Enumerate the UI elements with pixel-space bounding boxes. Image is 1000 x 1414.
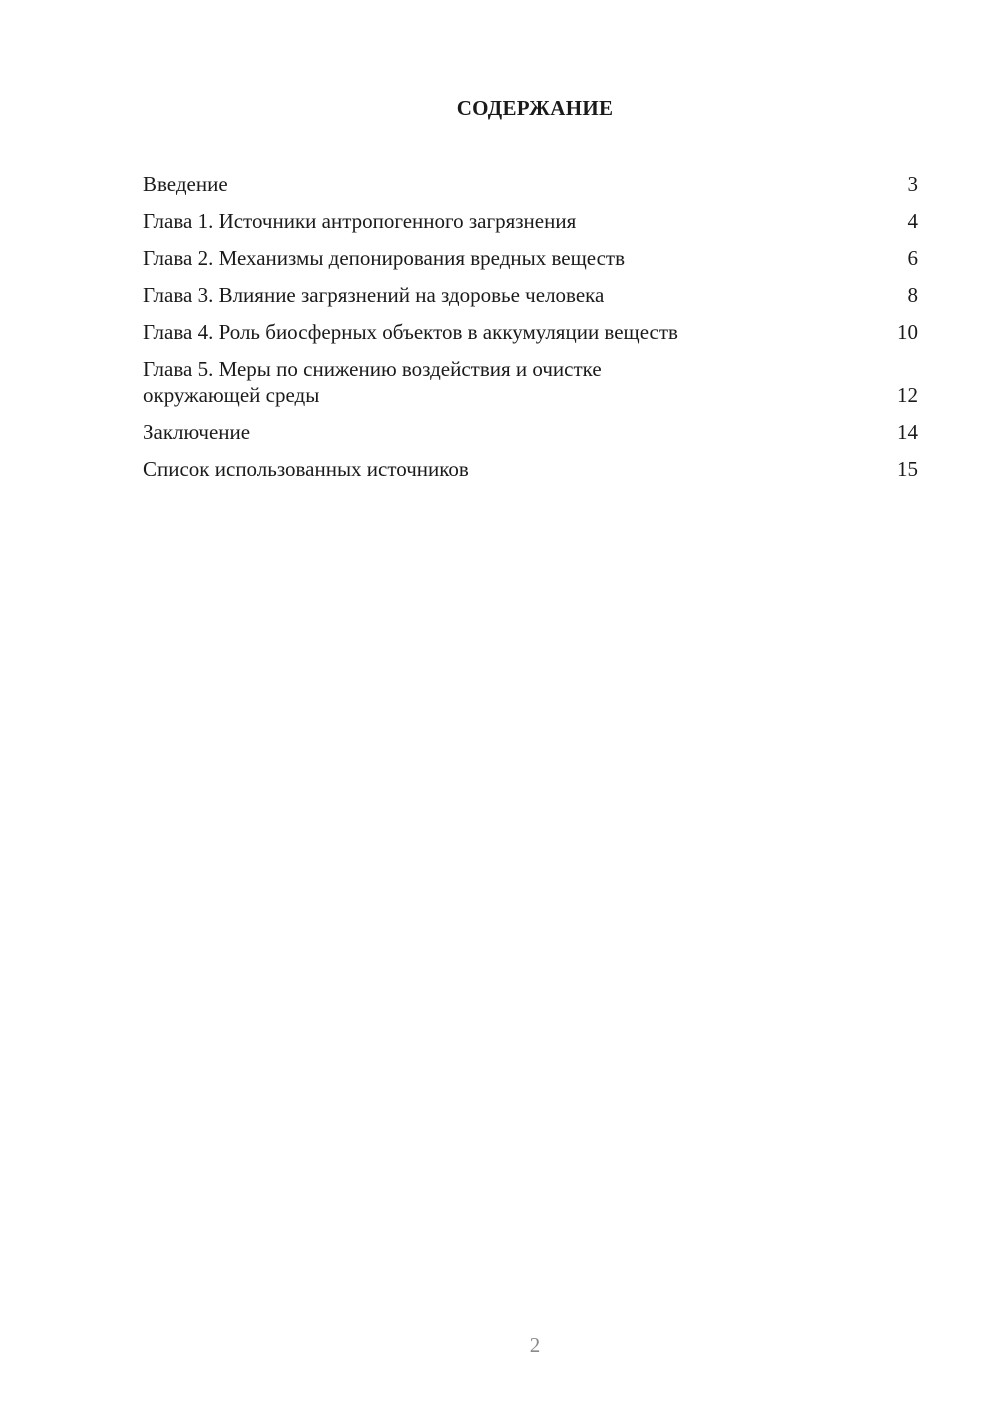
table-of-contents <box>143 171 918 493</box>
toc-entry-chapter-5 <box>143 356 918 408</box>
toc-entry-references <box>143 456 918 482</box>
toc-entry-page: 15 <box>897 457 918 481</box>
toc-entry-page: 6 <box>907 246 918 270</box>
toc-entry-page: 3 <box>907 172 918 196</box>
toc-entry-label: Список использованных источников <box>143 457 469 481</box>
toc-entry-label: Глава 3. Влияние загрязнений на здоровье человека <box>143 283 605 307</box>
toc-entry-chapter-1 <box>143 208 918 234</box>
toc-entry-chapter-2 <box>143 245 918 271</box>
toc-entry-page: 14 <box>897 420 918 444</box>
toc-entry-chapter-4 <box>143 319 918 345</box>
toc-entry-label: Введение <box>143 172 228 196</box>
toc-entry-label: Глава 1. Источники антропогенного загрязнения <box>143 209 577 233</box>
toc-entry-label: Заключение <box>143 420 251 444</box>
toc-entry-page: 12 <box>897 383 918 407</box>
toc-entry-introduction <box>143 171 918 197</box>
toc-entry-page: 8 <box>907 283 918 307</box>
toc-entry-label: Глава 4. Роль биосферных объектов в аккумуляции веществ <box>143 320 678 344</box>
page-title: СОДЕРЖАНИЕ <box>456 96 614 120</box>
page-number: 2 <box>529 1333 541 1357</box>
toc-entry-page: 10 <box>897 320 918 344</box>
toc-entry-label: Глава 5. Меры по снижению воздействия и очистке окружающей среды <box>143 357 602 407</box>
toc-entry-page: 4 <box>907 209 918 233</box>
toc-entry-chapter-3 <box>143 282 918 308</box>
toc-entry-conclusion <box>143 419 918 445</box>
toc-entry-label: Глава 2. Механизмы депонирования вредных веществ <box>143 246 626 270</box>
